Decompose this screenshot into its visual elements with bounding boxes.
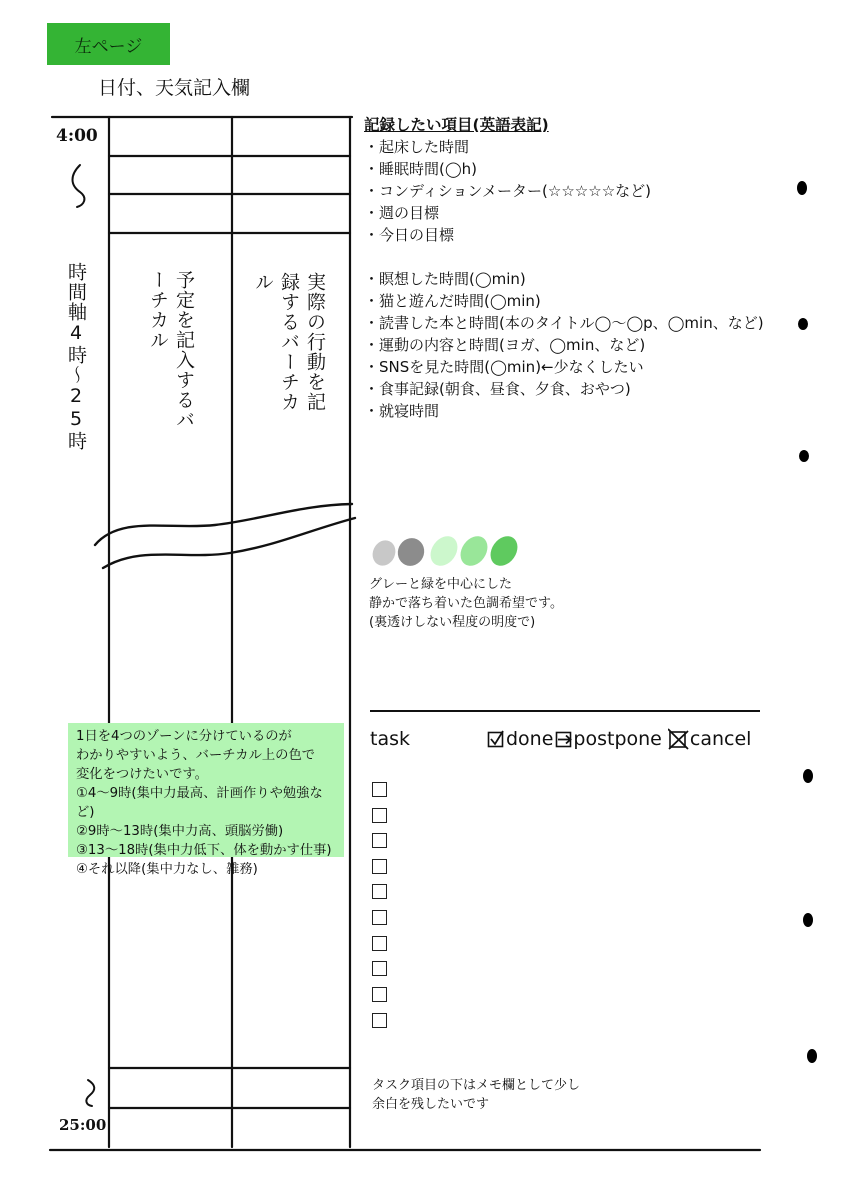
color-note-line: (裏透けしない程度の明度で) <box>369 615 536 630</box>
record-item: ・読書した本と時間(本のタイトル◯〜◯p、◯min、など) <box>364 314 764 332</box>
record-item: ・猫と遊んだ時間(◯min) <box>364 292 541 310</box>
postpone-icon <box>555 730 573 748</box>
cancel-label: cancel <box>689 728 752 750</box>
record-items-heading: 記録したい項目(英語表記) <box>364 116 549 134</box>
color-swatch <box>369 537 400 570</box>
task-checkbox[interactable] <box>372 1013 387 1028</box>
task-checkbox[interactable] <box>372 859 387 874</box>
zone-color-note <box>68 723 344 877</box>
color-swatch <box>425 532 463 571</box>
record-item: ・瞑想した時間(◯min) <box>364 270 526 288</box>
plan-column-label: 予定を記入するバーチカル <box>147 270 195 430</box>
record-item: ・睡眠時間(◯h) <box>364 160 477 178</box>
zone-note-line: ③13〜18時(集中力低下、体を動かす仕事) <box>76 843 332 858</box>
record-item: ・SNSを見た時間(◯min)←少なくしたい <box>364 358 644 376</box>
color-note-line: 静かで落ち着いた色調希望です。 <box>369 596 563 611</box>
task-divider <box>370 710 760 712</box>
end-time-label: 25:00 <box>59 1116 107 1134</box>
postpone-label: postpone <box>573 728 662 750</box>
memo-note-line: タスク項目の下はメモ欄として少し <box>372 1078 581 1093</box>
record-item: ・運動の内容と時間(ヨガ、◯min、など) <box>364 336 646 354</box>
record-item: ・コンディションメーター(☆☆☆☆☆など) <box>364 182 651 200</box>
task-checkbox[interactable] <box>372 936 387 951</box>
start-time-label: 4:00 <box>56 126 98 146</box>
record-item: ・起床した時間 <box>364 138 470 156</box>
record-item: ・就寝時間 <box>364 402 440 420</box>
color-swatch <box>455 532 493 571</box>
zone-note-line: 変化をつけたいです。 <box>76 767 208 782</box>
color-note-line: グレーと緑を中心にした <box>369 577 513 592</box>
date-weather-field: 日付、天気記入欄 <box>98 77 251 99</box>
memo-note-line: 余白を残したいです <box>372 1097 490 1112</box>
record-item: ・食事記録(朝食、昼食、夕食、おやつ) <box>364 380 631 398</box>
task-checkbox[interactable] <box>372 833 387 848</box>
time-axis-label: 時間軸4時〜25時 <box>65 262 87 451</box>
color-note <box>369 575 563 632</box>
color-swatch <box>485 532 523 571</box>
task-checkbox[interactable] <box>372 987 387 1002</box>
actual-column-label: 実際の行動を記録するバーチカル <box>252 272 326 412</box>
task-checkbox[interactable] <box>372 808 387 823</box>
record-item: ・今日の目標 <box>364 226 455 244</box>
task-checkbox[interactable] <box>372 910 387 925</box>
zone-note-line: ④それ以降(集中力なし、雑務) <box>76 862 258 877</box>
done-icon <box>487 730 505 748</box>
done-label: done <box>506 728 554 750</box>
zone-note-line: 1日を4つのゾーンに分けているのが <box>76 729 292 744</box>
zone-note-line: わかりやすいよう、バーチカル上の色で <box>76 748 316 763</box>
task-checkbox[interactable] <box>372 961 387 976</box>
task-checkbox[interactable] <box>372 782 387 797</box>
memo-note <box>372 1076 580 1114</box>
color-swatch <box>393 534 428 570</box>
cancel-icon <box>668 728 690 750</box>
task-checkbox[interactable] <box>372 884 387 899</box>
task-label: task <box>370 728 410 750</box>
task-legend <box>487 728 751 750</box>
record-items <box>364 114 764 422</box>
record-item: ・週の目標 <box>364 204 440 222</box>
color-swatches <box>366 532 526 572</box>
page-tab: 左ページ <box>47 23 170 65</box>
zone-note-line: ①4〜9時(集中力最高、計画作りや勉強など) <box>76 786 323 820</box>
zone-note-line: ②9時〜13時(集中力高、頭脳労働) <box>76 824 284 839</box>
